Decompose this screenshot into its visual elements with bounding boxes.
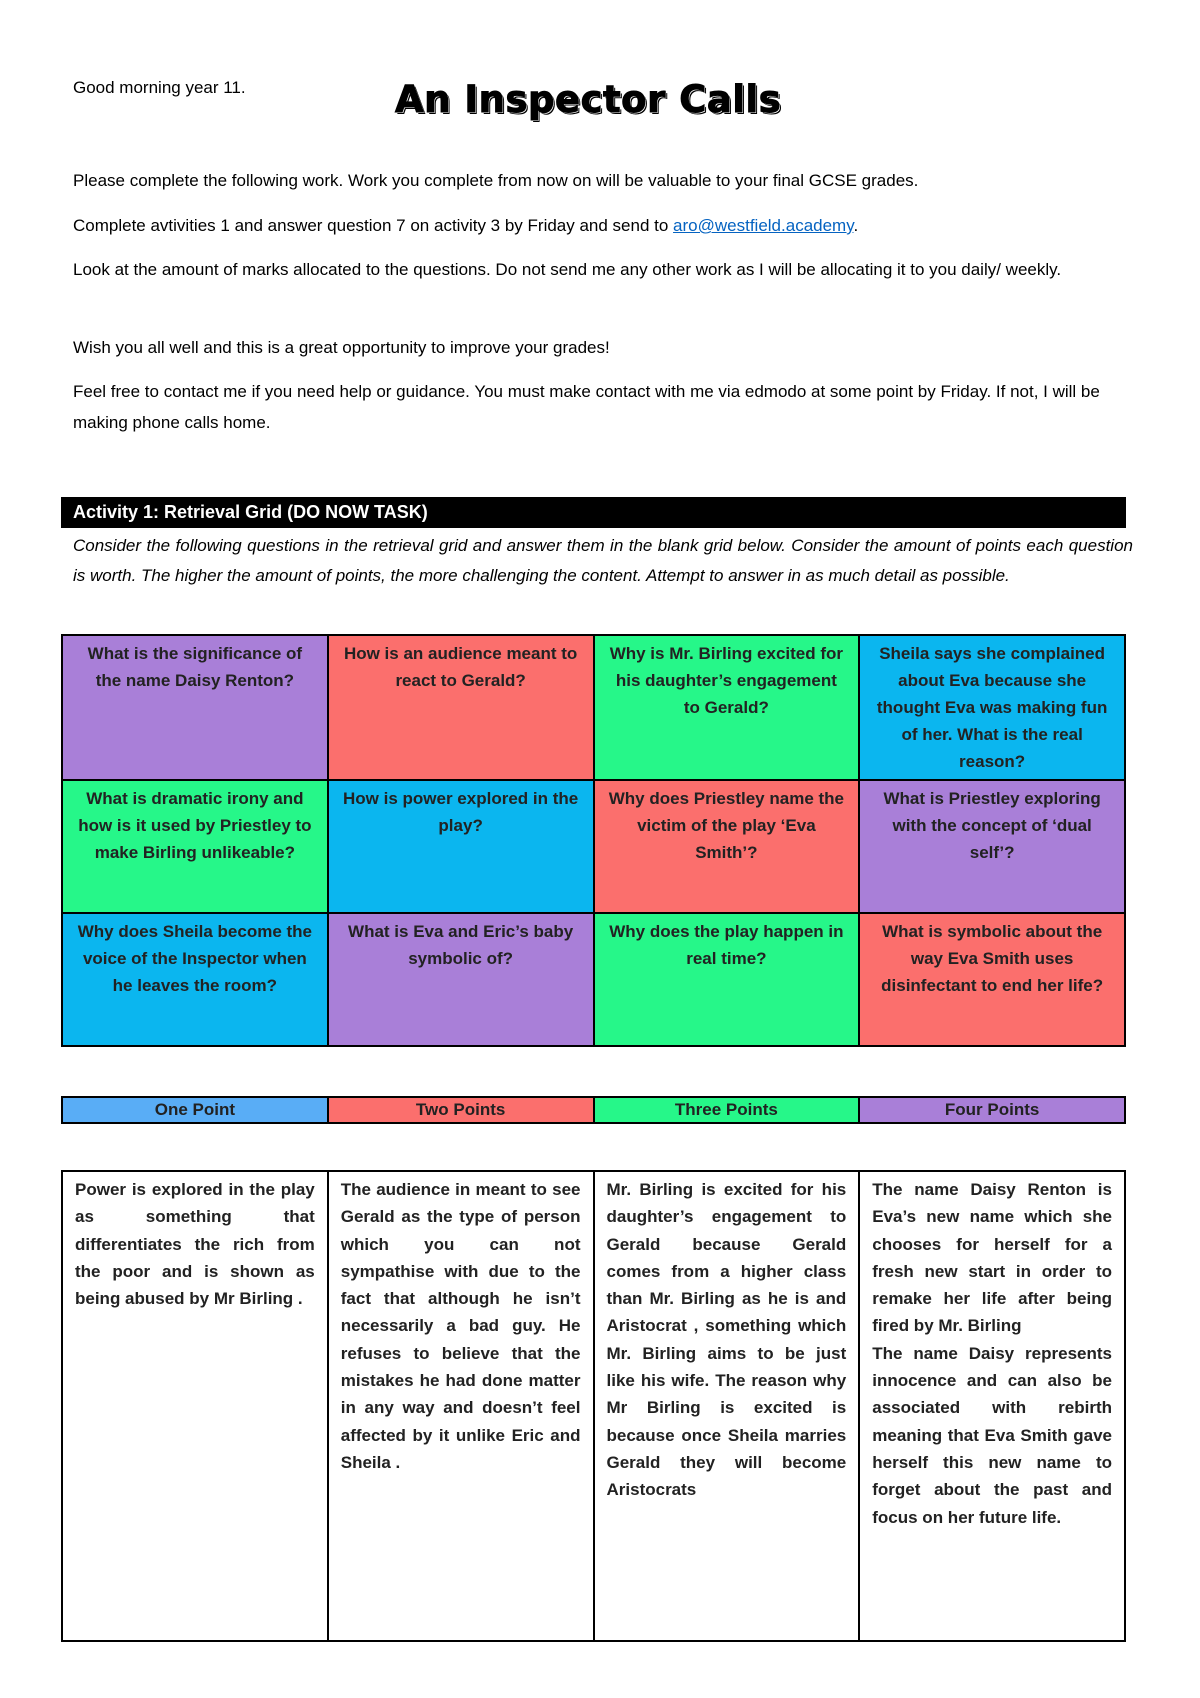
answer-cell[interactable]: The audience in meant to see Gerald as the type of person which you can not sympathise with due to the fact that although he isn’t necessarily a bad guy. He refuses to believe that the mistakes he had done matter in any way and doesn’t feel affected by it unlike Eric and Sheila . xyxy=(328,1171,594,1641)
activity-description: Consider the following questions in the retrieval grid and answer them in the blank grid below. Consider the amount of points each question is worth. The higher the amount of points, the more challenging the content. Attempt to answer in as much detail as possible. xyxy=(73,536,1133,585)
grid-cell: What is Eva and Eric’s baby symbolic of? xyxy=(328,913,594,1046)
grid-cell: How is power explored in the play? xyxy=(328,780,594,913)
points-one: One Point xyxy=(62,1097,328,1123)
grid-cell: Why is Mr. Birling excited for his daughter’s engagement to Gerald? xyxy=(594,635,860,780)
points-two: Two Points xyxy=(328,1097,594,1123)
intro-paragraph: Please complete the following work. Work you complete from now on will be valuable to your final GCSE grades. xyxy=(73,171,919,190)
answer-cell[interactable]: Mr. Birling is excited for his daughter’s engagement to Gerald because Gerald comes from a higher class than Mr. Birling as he is and Aristocrat , something which Mr. Birling aims to be just like his wife. The reason why Mr Birling is excited is because once Sheila marries Gerald they will become Aristocrats xyxy=(594,1171,860,1641)
grid-cell: Why does Priestley name the victim of the play ‘Eva Smith’? xyxy=(594,780,860,913)
page-title: An Inspector Calls xyxy=(395,78,782,121)
points-four: Four Points xyxy=(859,1097,1125,1123)
greeting: Good morning year 11. xyxy=(73,78,246,97)
activity-heading: Activity 1: Retrieval Grid (DO NOW TASK) xyxy=(61,497,1126,528)
points-key xyxy=(61,1096,1126,1124)
grid-cell: What is dramatic irony and how is it used by Priestley to make Birling unlikeable? xyxy=(62,780,328,913)
intro-paragraph: Look at the amount of marks allocated to the questions. Do not send me any other work as I will be allocating it to you daily/ weekly. xyxy=(73,260,1062,279)
intro-paragraph: Feel free to contact me if you need help or guidance. You must make contact with me via edmodo at some point by Friday. If not, I will be making phone calls home. xyxy=(73,382,1100,432)
answer-part: The name Daisy Renton is Eva’s new name which she chooses for herself for a fresh new start in order to remake her life after being fired by Mr. Birling xyxy=(872,1180,1112,1336)
grid-cell: Sheila says she complained about Eva because she thought Eva was making fun of her. What is the real reason? xyxy=(859,635,1125,780)
grid-cell: Why does the play happen in real time? xyxy=(594,913,860,1046)
grid-cell: How is an audience meant to react to Gerald? xyxy=(328,635,594,780)
grid-cell: What is symbolic about the way Eva Smith uses disinfectant to end her life? xyxy=(859,913,1125,1046)
answer-cell[interactable] xyxy=(859,1171,1125,1641)
email-link[interactable]: aro@westfield.academy xyxy=(673,216,854,235)
retrieval-grid xyxy=(61,634,1126,1047)
submission-text-end: . xyxy=(853,216,859,235)
answer-cell[interactable]: Power is explored in the play as something that differentiates the rich from the poor and is shown as being abused by Mr Birling . xyxy=(62,1171,328,1641)
intro-paragraph-submission xyxy=(73,210,1133,241)
points-three: Three Points xyxy=(594,1097,860,1123)
intro-paragraph: Wish you all well and this is a great opportunity to improve your grades! xyxy=(73,338,610,357)
grid-cell: What is Priestley exploring with the concept of ‘dual self’? xyxy=(859,780,1125,913)
answer-grid xyxy=(61,1170,1126,1642)
submission-text: Complete avtivities 1 and answer question 7 on activity 3 by Friday and send to xyxy=(73,216,674,235)
answer-part: The name Daisy represents innocence and can also be associated with rebirth meaning that Eva Smith gave herself this new name to forget about the past and focus on her future life. xyxy=(872,1343,1112,1527)
grid-cell: What is the significance of the name Daisy Renton? xyxy=(62,635,328,780)
grid-cell: Why does Sheila become the voice of the Inspector when he leaves the room? xyxy=(62,913,328,1046)
